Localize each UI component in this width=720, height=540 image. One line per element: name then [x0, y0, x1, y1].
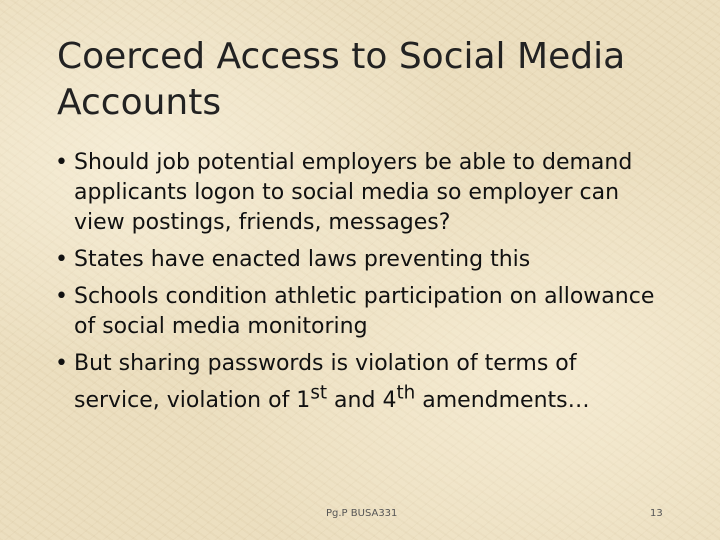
bullet-marker: • — [55, 247, 68, 272]
bullet-text: States have enacted laws preventing this — [74, 247, 531, 272]
bullet-text-part: and 4 — [327, 388, 397, 414]
bullet-item — [55, 148, 665, 238]
bullet-text-part: But sharing passwords is violation of terms of service, violation of 1 — [74, 351, 577, 414]
bullet-marker: • — [55, 284, 68, 309]
bullet-item — [55, 245, 665, 275]
ordinal-suffix: th — [396, 383, 416, 404]
page-number: 13 — [650, 508, 663, 519]
footer-text: Pg.P BUSA331 — [326, 508, 398, 519]
bullet-item — [55, 282, 665, 342]
ordinal-suffix: st — [310, 383, 328, 404]
bullet-text — [74, 351, 590, 413]
bullet-text: Should job potential employers be able to demand applicants logon to social media so employer can view postings, friends, messages? — [74, 150, 633, 235]
bullet-marker: • — [55, 150, 68, 175]
slide-title: Coerced Access to Social Media Accounts — [57, 36, 626, 123]
bullet-text-part: amendments… — [415, 388, 590, 414]
bullet-list — [55, 148, 665, 423]
bullet-item — [55, 349, 665, 416]
bullet-marker: • — [55, 351, 68, 376]
bullet-text: Schools condition athletic participation on allowance of social media monitoring — [74, 284, 655, 339]
